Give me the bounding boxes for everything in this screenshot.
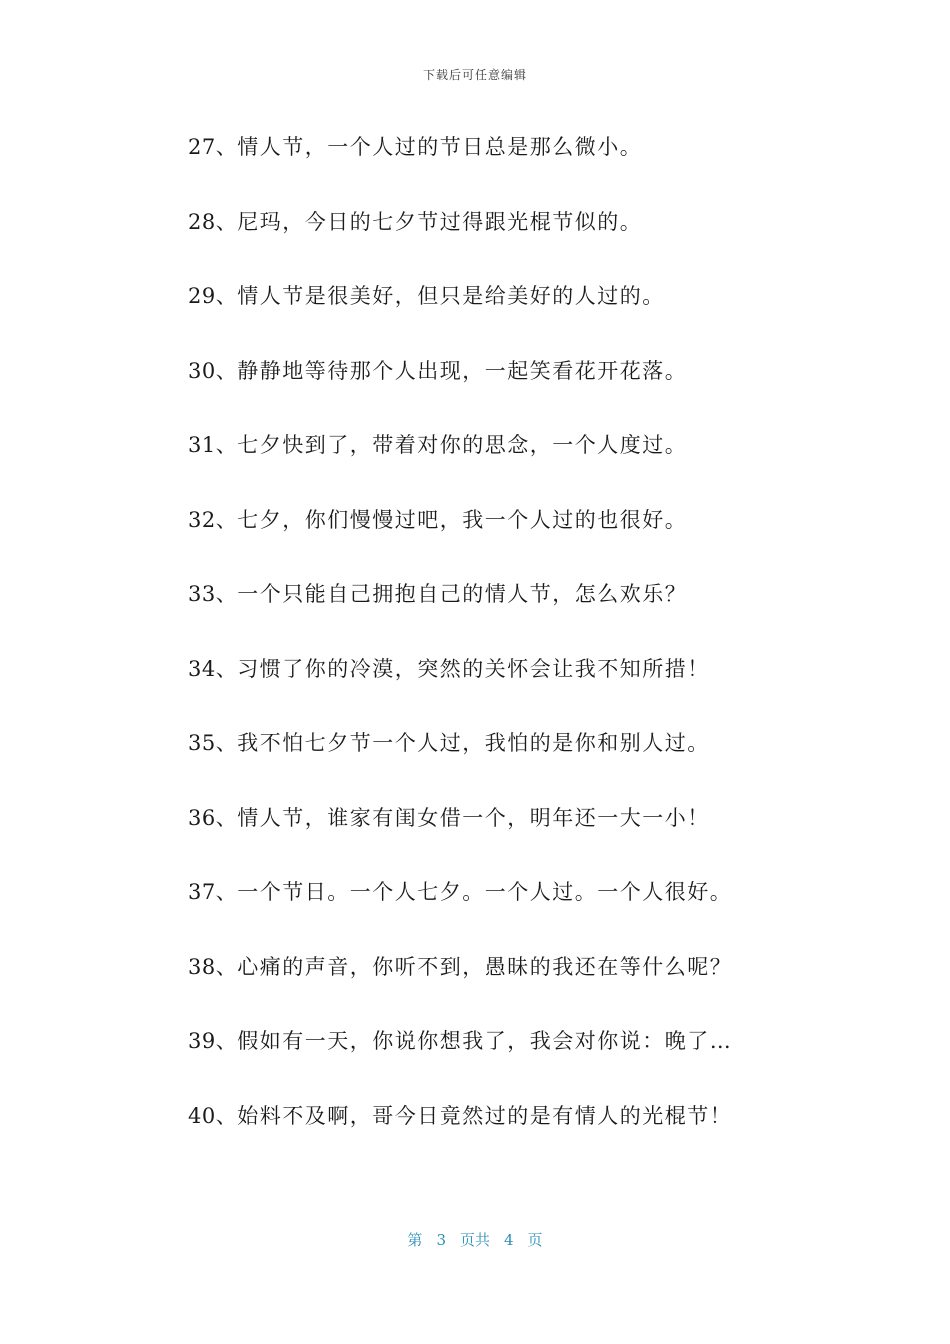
item-number: 35、 — [188, 731, 238, 755]
current-page-number: 3 — [436, 1231, 446, 1249]
item-number: 33、 — [188, 582, 238, 606]
item-text: 情人节，一个人过的节日总是那么微小。 — [237, 135, 643, 159]
item-text: 情人节是很美好，但只是给美好的人过的。 — [237, 284, 665, 308]
list-item — [188, 803, 828, 878]
list-item — [188, 207, 828, 282]
footer-suffix: 页 — [527, 1231, 543, 1249]
item-text: 七夕，你们慢慢过吧，我一个人过的也很好。 — [237, 507, 688, 532]
item-text: 假如有一天，你说你想我了，我会对你说：晚了… — [237, 1029, 733, 1053]
item-number: 34、 — [188, 656, 238, 681]
item-text: 始料不及啊，哥今日竟然过的是有情人的光棍节！ — [237, 1103, 733, 1128]
item-text: 习惯了你的冷漠，突然的关怀会让我不知所措！ — [237, 656, 710, 681]
item-text: 我不怕七夕节一个人过，我怕的是你和别人过。 — [237, 731, 710, 755]
footer-middle: 页共 — [459, 1231, 490, 1249]
list-item — [188, 356, 828, 431]
item-number: 28、 — [188, 209, 238, 234]
item-number: 30、 — [188, 358, 238, 383]
list-item — [188, 877, 828, 952]
page-header: 下载后可任意编辑 — [422, 68, 527, 82]
list-item — [188, 281, 828, 356]
item-text: 静静地等待那个人出现，一起笑看花开花落。 — [237, 358, 688, 383]
item-number: 37、 — [188, 880, 238, 904]
total-pages-number: 4 — [504, 1231, 514, 1249]
item-number: 40、 — [188, 1103, 238, 1128]
list-item — [188, 952, 828, 1027]
item-number: 27、 — [188, 135, 238, 159]
item-number: 31、 — [188, 433, 238, 457]
list-item — [188, 579, 828, 654]
item-number: 39、 — [188, 1029, 238, 1053]
list-item — [188, 654, 828, 729]
list-item — [188, 1026, 828, 1101]
list-item — [188, 132, 828, 207]
item-text: 七夕快到了，带着对你的思念，一个人度过。 — [237, 433, 688, 457]
item-text: 一个只能自己拥抱自己的情人节，怎么欢乐？ — [237, 582, 688, 606]
item-text: 心痛的声音，你听不到，愚昧的我还在等什么呢？ — [237, 954, 733, 979]
item-text: 一个节日。一个人七夕。一个人过。一个人很好。 — [237, 880, 733, 904]
footer-prefix: 第 — [407, 1231, 423, 1249]
item-number: 36、 — [188, 805, 238, 830]
page-footer — [0, 1229, 950, 1250]
item-text: 情人节，谁家有闺女借一个，明年还一大一小！ — [237, 805, 710, 830]
item-text: 尼玛，今日的七夕节过得跟光棍节似的。 — [237, 209, 643, 234]
list-item — [188, 505, 828, 580]
list-item — [188, 1101, 828, 1176]
item-number: 32、 — [188, 507, 238, 532]
list-item — [188, 430, 828, 505]
item-number: 38、 — [188, 954, 238, 979]
sentence-list — [188, 132, 828, 1175]
list-item — [188, 728, 828, 803]
item-number: 29、 — [188, 284, 238, 308]
